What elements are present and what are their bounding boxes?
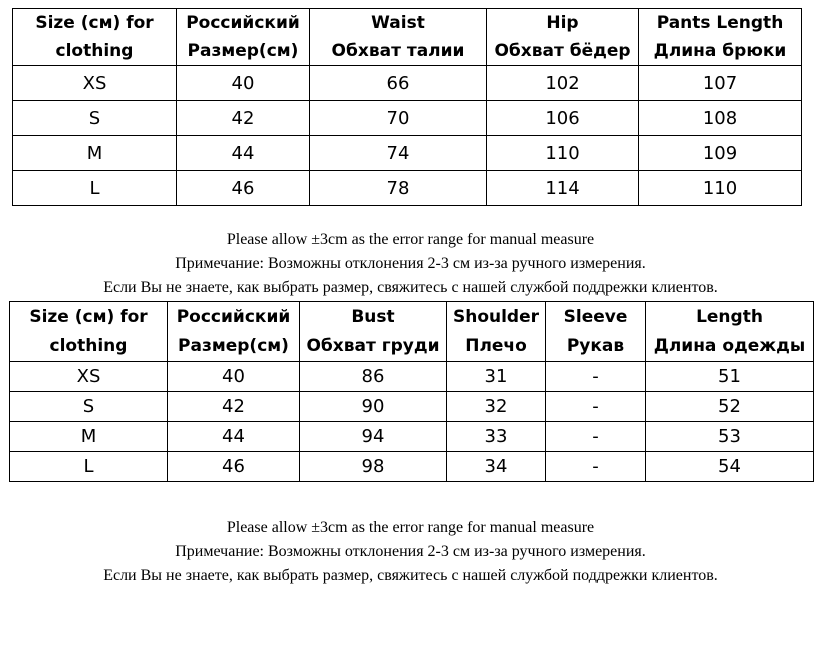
header-bust: Bust Обхват груди — [300, 302, 447, 362]
table-row — [10, 422, 814, 452]
cell-length: 54 — [646, 452, 814, 482]
header-waist: Waist Обхват талии — [310, 9, 487, 66]
cell-shoulder: 33 — [447, 422, 546, 452]
cell-russian-size: 44 — [177, 136, 310, 171]
cell-russian-size: 46 — [168, 452, 300, 482]
cell-shoulder: 32 — [447, 392, 546, 422]
pants-size-table — [12, 8, 802, 206]
header-pants-length: Pants Length Длина брюки — [639, 9, 802, 66]
measurement-note — [0, 516, 821, 588]
header-shoulder: Shoulder Плечо — [447, 302, 546, 362]
cell-length: 51 — [646, 362, 814, 392]
cell-russian-size: 42 — [177, 101, 310, 136]
cell-length: 52 — [646, 392, 814, 422]
table-row — [13, 171, 802, 206]
cell-waist: 78 — [310, 171, 487, 206]
cell-size: M — [10, 422, 168, 452]
table-header-row — [13, 9, 802, 66]
top-size-table — [9, 301, 814, 482]
note-russian-deviation: Примечание: Возможны отклонения 2-3 см из-за ручного измерения. — [175, 255, 646, 272]
cell-pants-length: 110 — [639, 171, 802, 206]
header-size: Size (см) for clothing — [13, 9, 177, 66]
table-row — [13, 101, 802, 136]
cell-russian-size: 44 — [168, 422, 300, 452]
cell-shoulder: 31 — [447, 362, 546, 392]
table-row — [10, 392, 814, 422]
note-russian-deviation: Примечание: Возможны отклонения 2-3 см из-за ручного измерения. — [175, 543, 646, 560]
cell-sleeve: - — [546, 422, 646, 452]
cell-length: 53 — [646, 422, 814, 452]
cell-bust: 86 — [300, 362, 447, 392]
cell-bust: 98 — [300, 452, 447, 482]
cell-hip: 110 — [487, 136, 639, 171]
cell-size: XS — [10, 362, 168, 392]
cell-waist: 70 — [310, 101, 487, 136]
table-row — [13, 136, 802, 171]
table-header-row — [10, 302, 814, 362]
cell-pants-length: 108 — [639, 101, 802, 136]
cell-hip: 106 — [487, 101, 639, 136]
cell-sleeve: - — [546, 362, 646, 392]
cell-russian-size: 40 — [168, 362, 300, 392]
cell-size: L — [10, 452, 168, 482]
measurement-note — [0, 228, 821, 300]
cell-size: S — [10, 392, 168, 422]
note-russian-support: Если Вы не знаете, как выбрать размер, свяжитесь с нашей службой поддрежки клиентов. — [103, 567, 718, 584]
table-row — [13, 66, 802, 101]
cell-bust: 90 — [300, 392, 447, 422]
cell-pants-length: 107 — [639, 66, 802, 101]
cell-pants-length: 109 — [639, 136, 802, 171]
cell-russian-size: 42 — [168, 392, 300, 422]
cell-bust: 94 — [300, 422, 447, 452]
note-english: Please allow ±3cm as the error range for manual measure — [226, 519, 595, 536]
cell-shoulder: 34 — [447, 452, 546, 482]
cell-waist: 66 — [310, 66, 487, 101]
cell-hip: 114 — [487, 171, 639, 206]
cell-waist: 74 — [310, 136, 487, 171]
cell-sleeve: - — [546, 392, 646, 422]
cell-size: L — [13, 171, 177, 206]
table-row — [10, 362, 814, 392]
note-russian-support: Если Вы не знаете, как выбрать размер, свяжитесь с нашей службой поддрежки клиентов. — [103, 279, 718, 296]
cell-size: XS — [13, 66, 177, 101]
cell-hip: 102 — [487, 66, 639, 101]
note-english: Please allow ±3cm as the error range for manual measure — [226, 231, 595, 248]
cell-size: S — [13, 101, 177, 136]
header-size: Size (см) for clothing — [10, 302, 168, 362]
cell-size: M — [13, 136, 177, 171]
header-sleeve: Sleeve Рукав — [546, 302, 646, 362]
cell-russian-size: 46 — [177, 171, 310, 206]
cell-sleeve: - — [546, 452, 646, 482]
header-russian-size: Российский Размер(см) — [177, 9, 310, 66]
table-row — [10, 452, 814, 482]
header-hip: Hip Обхват бёдер — [487, 9, 639, 66]
header-russian-size: Российский Размер(см) — [168, 302, 300, 362]
cell-russian-size: 40 — [177, 66, 310, 101]
header-length: Length Длина одежды — [646, 302, 814, 362]
